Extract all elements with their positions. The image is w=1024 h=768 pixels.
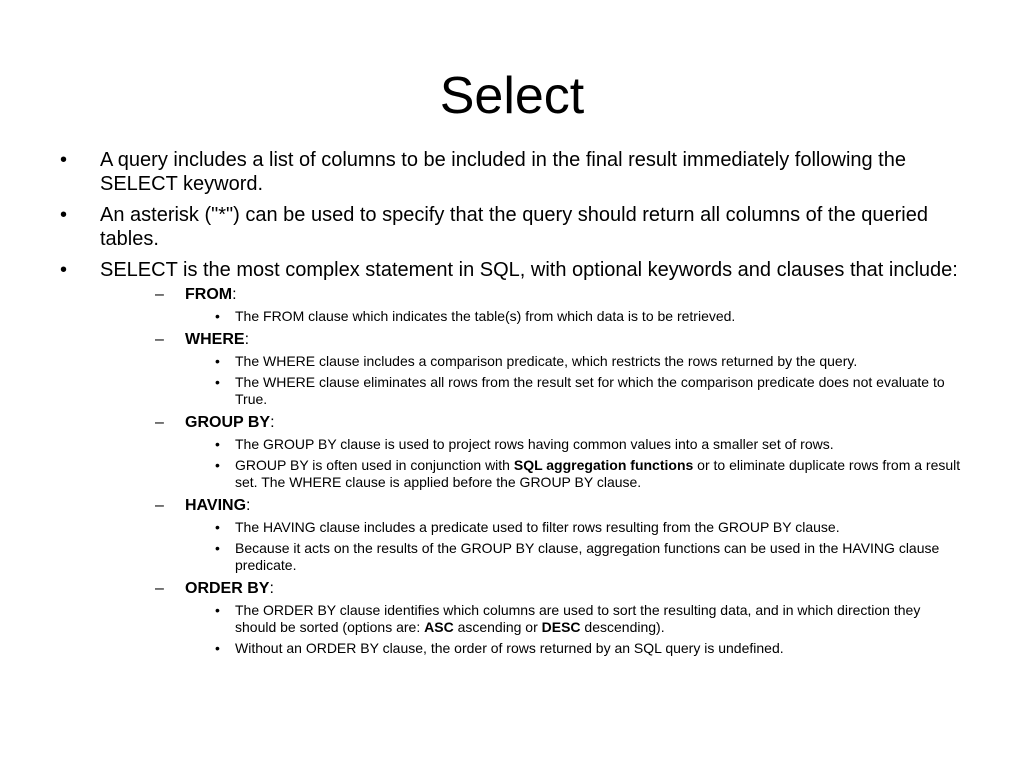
clause-detail-list bbox=[185, 436, 965, 491]
clause-detail-list bbox=[185, 308, 965, 325]
bullet-item bbox=[60, 258, 965, 657]
clause-item-from bbox=[155, 284, 965, 325]
dash-marker: – bbox=[155, 580, 164, 597]
clause-keyword: WHERE bbox=[185, 331, 245, 348]
bullet-marker: • bbox=[215, 457, 220, 473]
bold-term: SQL aggregation functions bbox=[513, 457, 694, 473]
clause-colon: : bbox=[244, 331, 250, 348]
dash-marker: – bbox=[155, 331, 164, 348]
bullet-marker: • bbox=[215, 640, 220, 656]
clause-detail bbox=[215, 640, 965, 657]
bullet-marker: • bbox=[215, 540, 220, 556]
clause-colon: : bbox=[270, 414, 275, 431]
detail-text: The WHERE clause includes a comparison predicate, which restricts the rows returned by the query. bbox=[235, 353, 858, 369]
clause-detail bbox=[215, 602, 965, 636]
bullet-marker: • bbox=[60, 149, 68, 171]
clause-colon: : bbox=[246, 497, 251, 514]
bullet-text: A query includes a list of columns to be included in the final result immediately following the SELECT keyword. bbox=[100, 149, 906, 195]
detail-text: The WHERE clause eliminates all rows from the result set for which the comparison predicate does not evaluate to True. bbox=[235, 374, 945, 407]
clause-detail-list bbox=[185, 519, 965, 574]
clause-detail bbox=[215, 374, 965, 408]
dash-marker: – bbox=[155, 414, 164, 431]
clause-keyword: HAVING bbox=[185, 497, 247, 514]
bullet-list bbox=[60, 148, 965, 657]
clause-item-order-by bbox=[155, 578, 965, 657]
clause-keyword: GROUP BY bbox=[185, 414, 271, 431]
detail-text: The GROUP BY clause is used to project rows having common values into a smaller set of rows. bbox=[235, 436, 834, 452]
clause-detail bbox=[215, 519, 965, 536]
bullet-item bbox=[60, 203, 965, 251]
clause-detail-list bbox=[185, 353, 965, 408]
clause-colon: : bbox=[269, 580, 274, 597]
clause-detail bbox=[215, 436, 965, 453]
bold-term: DESC bbox=[541, 619, 581, 635]
clause-item-having bbox=[155, 495, 965, 574]
detail-text: Because it acts on the results of the GROUP BY clause, aggregation functions can be used in the HAVING clause predicate. bbox=[235, 540, 940, 573]
detail-text: GROUP BY is often used in conjunction with SQL aggregation functions or to eliminate duplicate rows from a result set. The WHERE clause is applied before the GROUP BY clause. bbox=[235, 457, 961, 490]
clause-detail bbox=[215, 353, 965, 370]
bullet-text: An asterisk ("*") can be used to specify that the query should return all columns of the queried tables. bbox=[100, 204, 928, 250]
bullet-item bbox=[60, 148, 965, 196]
bold-term: ASC bbox=[424, 619, 454, 635]
clause-item-group-by bbox=[155, 412, 965, 491]
slide-title: Select bbox=[439, 67, 585, 125]
clause-list bbox=[100, 284, 965, 657]
slide-content bbox=[60, 148, 965, 664]
bullet-text: SELECT is the most complex statement in SQL, with optional keywords and clauses that include: bbox=[100, 259, 958, 281]
clause-detail bbox=[215, 457, 965, 491]
dash-marker: – bbox=[155, 286, 164, 303]
detail-text: Without an ORDER BY clause, the order of rows returned by an SQL query is undefined. bbox=[235, 640, 784, 656]
detail-text: The HAVING clause includes a predicate used to filter rows resulting from the GROUP BY clause. bbox=[235, 519, 840, 535]
clause-detail bbox=[215, 308, 965, 325]
bullet-marker: • bbox=[215, 353, 220, 369]
clause-keyword: FROM bbox=[185, 286, 233, 303]
bullet-marker: • bbox=[60, 204, 68, 226]
clause-item-where bbox=[155, 329, 965, 408]
detail-text: The ORDER BY clause identifies which columns are used to sort the resulting data, and in which direction they should be sorted (options are: ASC ascending or DESC descending). bbox=[235, 602, 921, 635]
bullet-marker: • bbox=[215, 519, 220, 535]
clause-detail-list bbox=[185, 602, 965, 657]
bullet-marker: • bbox=[60, 259, 68, 281]
clause-colon: : bbox=[232, 286, 237, 303]
bullet-marker: • bbox=[215, 374, 220, 390]
dash-marker: – bbox=[155, 497, 164, 514]
clause-detail bbox=[215, 540, 965, 574]
bullet-marker: • bbox=[215, 602, 220, 618]
bullet-marker: • bbox=[215, 436, 220, 452]
clause-keyword: ORDER BY bbox=[185, 580, 270, 597]
detail-text: The FROM clause which indicates the table(s) from which data is to be retrieved. bbox=[235, 308, 736, 324]
bullet-marker: • bbox=[215, 308, 220, 324]
